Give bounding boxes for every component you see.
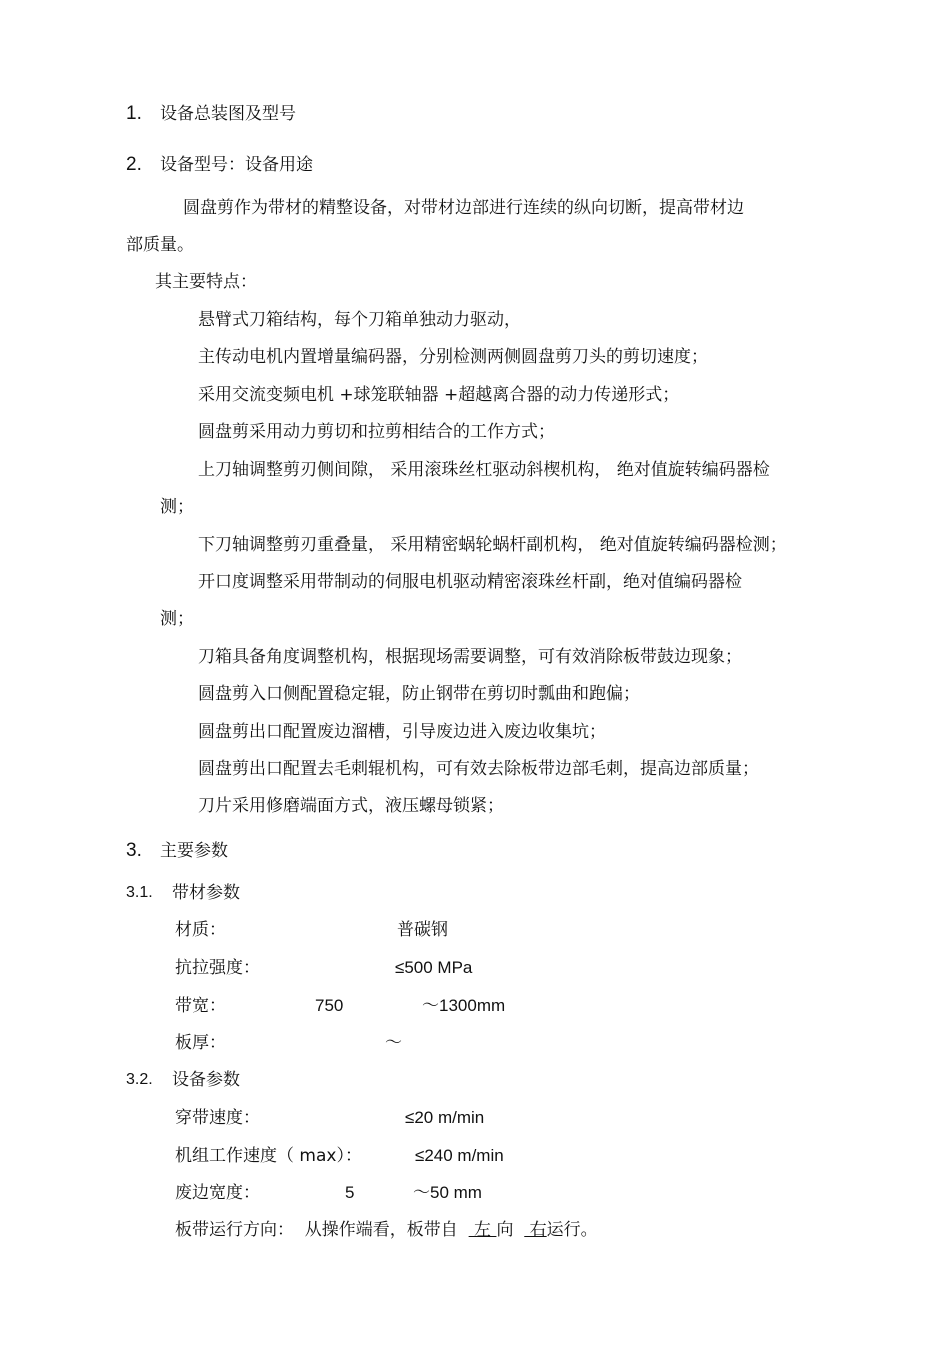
feature-item: 刀箱具备角度调整机构，根据现场需要调整，可有效消除板带鼓边现象； [198,647,742,667]
feature-item-cont: 测； [160,609,194,629]
unit-speed-label: 机组工作速度（ max）： [175,1146,362,1166]
strip-direction-prefix: 板带运行方向： 从操作端看，板带自 [175,1220,469,1240]
subsection-3-1-title: 带材参数 [172,883,240,903]
feature-item: 圆盘剪采用动力剪切和拉剪相结合的工作方式； [198,422,555,442]
subsection-3-2-number: 3.2. [126,1071,153,1088]
feature-item: 采用交流变频电机 +球笼联轴器 +超越离合器的动力传递形式； [198,385,680,405]
feature-item: 下刀轴调整剪刃重叠量， 采用精密蜗轮蜗杆副机构， 绝对值旋转编码器检测； [198,535,787,555]
strip-direction [175,1219,598,1241]
width-to: ～1300mm [422,996,506,1015]
scrap-width-label: 废边宽度： [175,1183,260,1203]
width-from: 750 [315,996,344,1015]
feature-item: 圆盘剪出口配置去毛刺辊机构，可有效去除板带边部毛刺，提高边部质量； [198,759,759,779]
scrap-width-from: 5 [345,1183,355,1202]
features-heading: 其主要特点： [155,272,257,292]
threading-speed-value: ≤20 m/min [405,1108,485,1127]
feature-item: 圆盘剪出口配置废边溜槽，引导废边进入废边收集坑； [198,722,606,742]
subsection-3-1-number: 3.1. [126,884,153,901]
feature-item: 上刀轴调整剪刃侧间隙， 采用滚珠丝杠驱动斜楔机构， 绝对值旋转编码器检 [198,460,770,480]
section-3-number: 3. [126,840,142,861]
section-3-title: 主要参数 [160,841,228,861]
feature-item: 刀片采用修磨端面方式，液压螺母锁紧； [198,796,504,816]
threading-speed-label: 穿带速度： [175,1108,260,1128]
thickness-value: ～ [385,1033,402,1053]
tensile-value: ≤500 MPa [395,958,473,977]
feature-item: 开口度调整采用带制动的伺服电机驱动精密滚珠丝杆副，绝对值编码器检 [198,572,742,592]
section-1-number: 1. [126,103,142,124]
tensile-label: 抗拉强度： [175,958,260,978]
scrap-width-to: ～50 mm [413,1183,482,1202]
section-2-number: 2. [126,154,142,175]
strip-direction-mid: 向 [496,1220,525,1240]
subsection-3-2-title: 设备参数 [172,1070,240,1090]
material-label: 材质： [175,920,226,940]
strip-direction-suffix: 运行。 [546,1220,598,1240]
unit-speed-value: ≤240 m/min [415,1146,504,1165]
intro-line-1: 圆盘剪作为带材的精整设备，对带材边部进行连续的纵向切断，提高带材边 [183,198,744,218]
strip-direction-right: 右 [524,1220,547,1240]
intro-line-2: 部质量。 [126,235,194,255]
feature-item-cont: 测； [160,497,194,517]
section-1-title: 设备总装图及型号 [160,104,296,124]
width-label: 带宽： [175,996,226,1016]
feature-item: 圆盘剪入口侧配置稳定辊，防止钢带在剪切时瓢曲和跑偏； [198,684,640,704]
feature-item: 主传动电机内置增量编码器，分别检测两侧圆盘剪刀头的剪切速度； [198,347,708,367]
strip-direction-left: 左 [468,1220,497,1240]
section-2-title: 设备型号：设备用途 [160,155,313,175]
thickness-label: 板厚： [175,1033,226,1053]
material-value: 普碳钢 [397,920,448,940]
feature-item: 悬臂式刀箱结构，每个刀箱单独动力驱动， [198,310,521,330]
